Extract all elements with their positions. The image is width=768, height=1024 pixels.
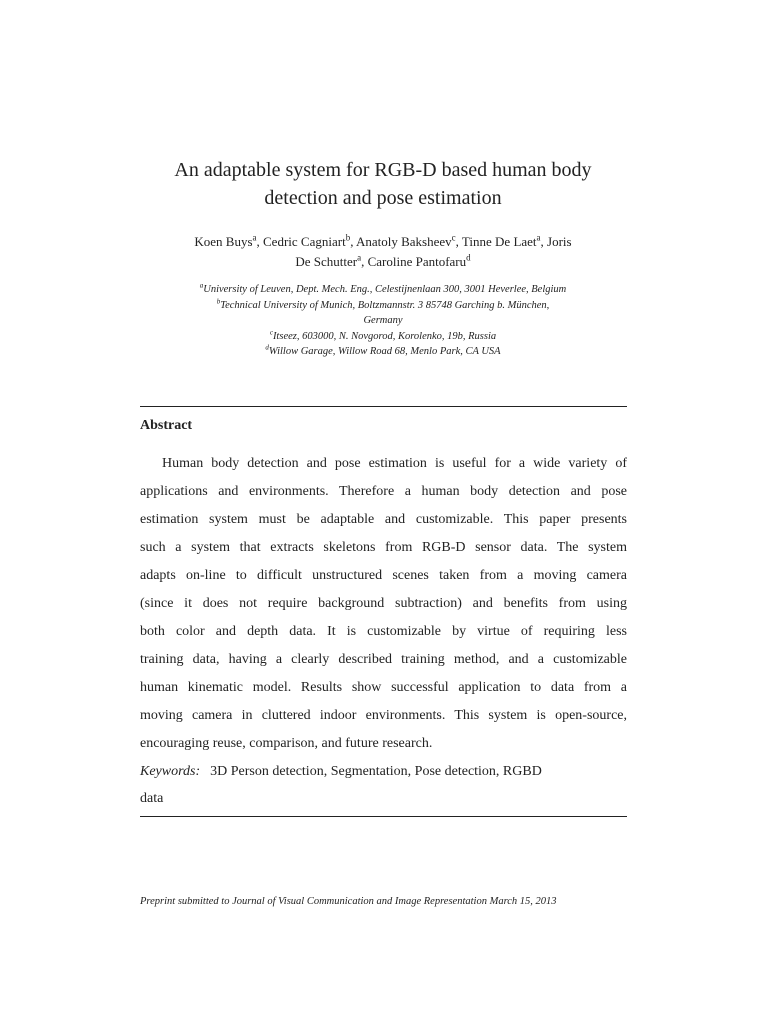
author-affil-mark: a: [252, 232, 257, 243]
author-separator: ,: [256, 234, 264, 249]
abstract-top-rule: [140, 406, 627, 407]
preprint-footer: Preprint submitted to Journal of Visual Communication and Image Representation March 15, 2013: [140, 896, 557, 907]
affiliation-b: [120, 298, 646, 314]
affiliation-mark: a: [199, 281, 204, 290]
keywords-label: Keywords:: [140, 764, 201, 779]
author-affil-mark: b: [345, 232, 351, 243]
author-list: [120, 232, 646, 272]
keywords-text: 3D Person detection, Segmentation, Pose detection, RGBD: [210, 764, 542, 779]
affiliation-mark: c: [269, 328, 273, 336]
abstract-body: [140, 450, 627, 758]
author-name: Cedric Cagniart: [263, 234, 346, 249]
affiliation-d: [120, 344, 646, 360]
author-affil-mark: d: [466, 252, 471, 263]
author-affil-mark: a: [536, 232, 541, 243]
keywords-line-2: data: [140, 791, 164, 806]
author-separator: ,: [540, 234, 548, 249]
abstract-bottom-rule: [140, 816, 627, 817]
abstract-line: moving camera in cluttered indoor environments. This system is open-source,: [140, 708, 627, 723]
keywords-line-1: [140, 758, 627, 785]
author-name: Koen Buys: [194, 234, 253, 249]
keywords: [140, 758, 627, 812]
author-separator: ,: [455, 234, 462, 249]
abstract-line: (since it does not require background subtraction) and benefits from using: [140, 596, 627, 611]
abstract-line: adapts on-line to difficult unstructured scenes taken from a moving camera: [140, 568, 627, 583]
abstract-line: training data, having a clearly described training method, and a customizable: [140, 652, 627, 667]
affiliation-list: [120, 282, 646, 360]
affiliation-text: University of Leuven, Dept. Mech. Eng., Celestijnenlaan 300, 3001 Heverlee, Belgium: [203, 284, 567, 295]
affiliation-b-continued: Germany: [363, 315, 403, 326]
abstract-line: applications and environments. Therefore a human body detection and pose: [140, 484, 627, 499]
author-name: De Schutter: [295, 254, 358, 269]
affiliation-c: [120, 329, 646, 345]
abstract-heading: Abstract: [140, 418, 193, 433]
author-line-2: [120, 252, 646, 272]
affiliation-a: [120, 282, 646, 298]
abstract-line: estimation system must be adaptable and customizable. This paper presents: [140, 512, 627, 527]
abstract-line: encouraging reuse, comparison, and future research.: [140, 736, 433, 751]
title-line-2: detection and pose estimation: [264, 187, 502, 209]
author-separator: ,: [361, 254, 368, 269]
paper-title: [100, 156, 666, 212]
author-name: Caroline Pantofaru: [367, 254, 467, 269]
title-line-1: An adaptable system for RGB-D based human body: [174, 159, 592, 181]
affiliation-mark: b: [216, 297, 221, 305]
author-name: Tinne De Laet: [461, 234, 537, 249]
abstract-line: such a system that extracts skeletons from RGB-D sensor data. The system: [140, 540, 627, 555]
author-name: Joris: [547, 234, 572, 249]
author-affil-mark: c: [451, 232, 456, 243]
author-separator: ,: [350, 234, 356, 249]
affiliation-mark: d: [265, 343, 269, 352]
affiliation-text: Willow Garage, Willow Road 68, Menlo Park, CA USA: [268, 346, 501, 357]
abstract-line: human kinematic model. Results show successful application to data from a: [140, 680, 627, 695]
abstract-line: both color and depth data. It is customizable by virtue of requiring less: [140, 624, 627, 639]
abstract-line: Human body detection and pose estimation is useful for a wide variety of: [162, 456, 627, 471]
author-name: Anatoly Baksheev: [355, 234, 452, 249]
affiliation-text: Itseez, 603000, N. Novgorod, Korolenko, 19b, Russia: [272, 330, 497, 342]
author-affil-mark: a: [357, 252, 362, 263]
affiliation-text: Technical University of Munich, Boltzmannstr. 3 85748 Garching b. München,: [220, 299, 550, 311]
author-line-1: [120, 232, 646, 252]
